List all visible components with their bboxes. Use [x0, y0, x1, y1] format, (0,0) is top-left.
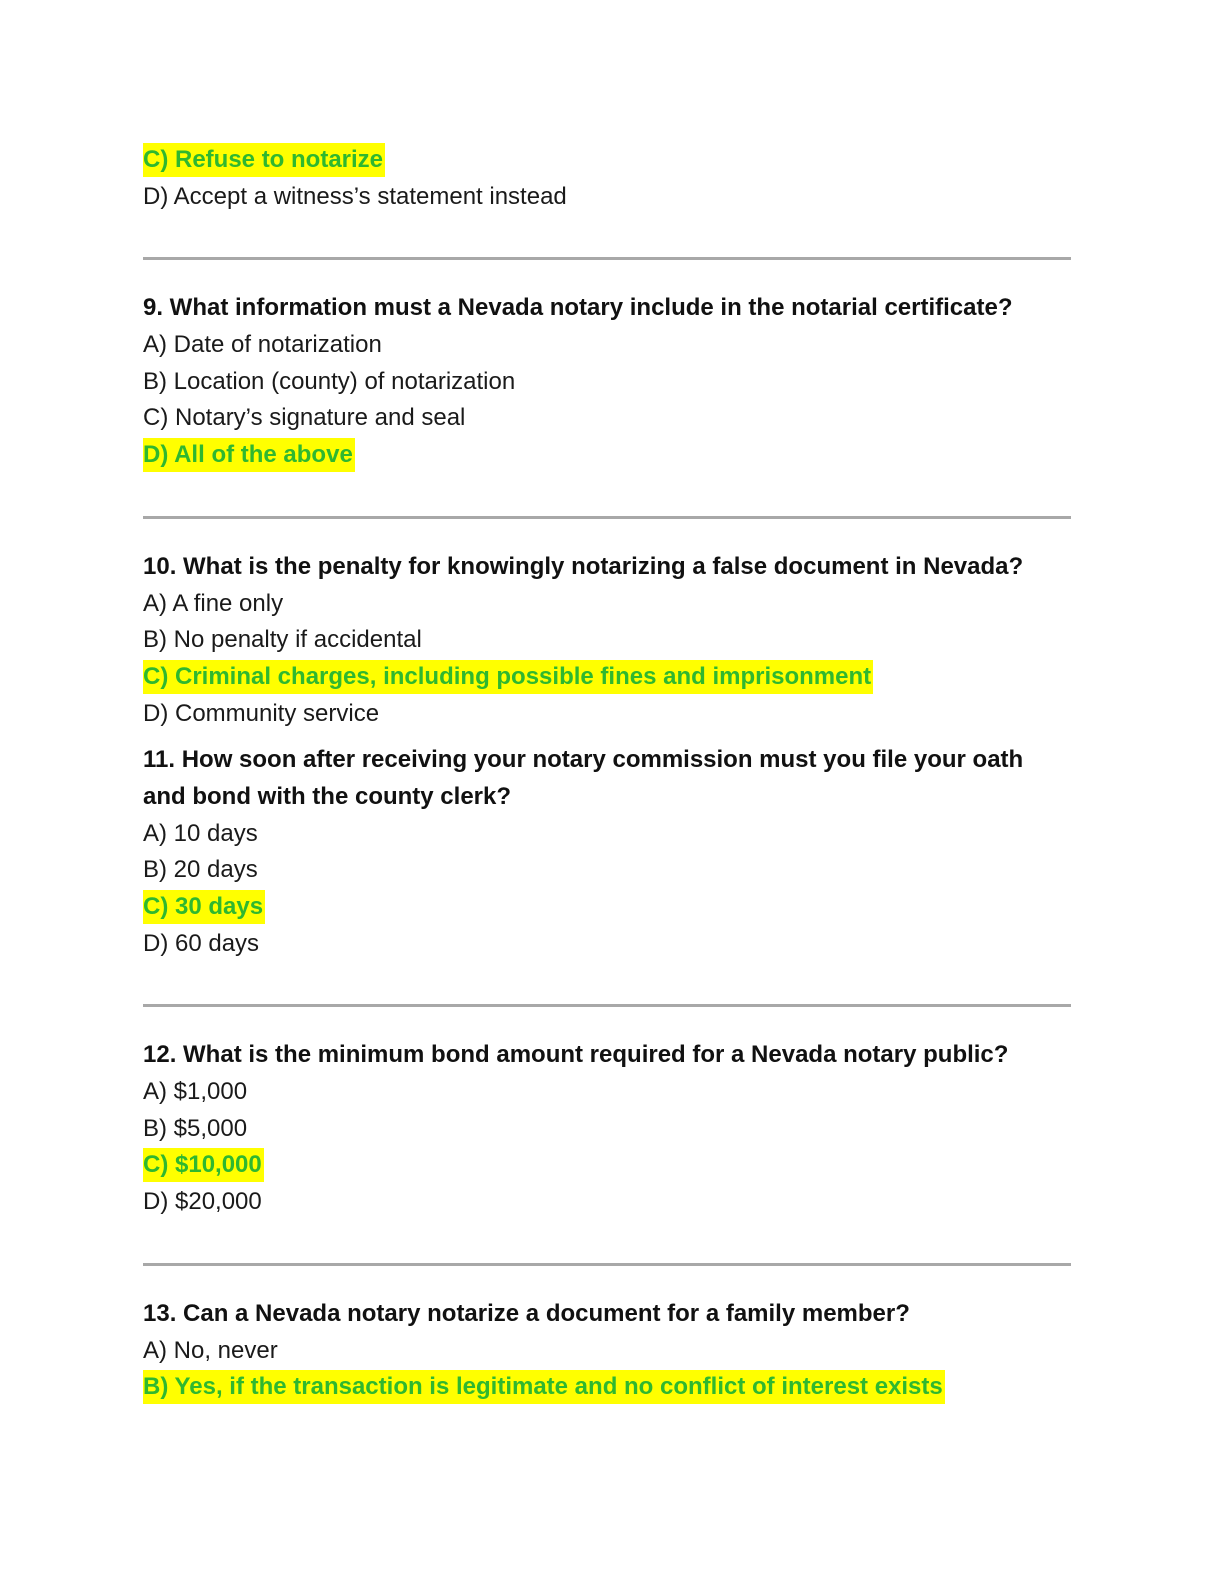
answer-d-correct — [143, 437, 1071, 474]
correct-answer-highlight: C) Refuse to notarize — [143, 143, 385, 177]
answer-a: A) No, never — [143, 1336, 278, 1364]
spacer — [143, 474, 1071, 516]
answer-c-correct — [143, 889, 1071, 926]
spacer — [143, 1007, 1071, 1037]
answer-c: C) Notary’s signature and seal — [143, 404, 466, 432]
answer-d: D) 60 days — [143, 929, 260, 957]
question-text-line-1: 11. How soon after receiving your notary commission must you file your oath — [143, 746, 1024, 774]
question-8-tail — [143, 142, 1071, 215]
answer-a: A) $1,000 — [143, 1078, 248, 1106]
question-text: 12. What is the minimum bond amount required for a Nevada notary public? — [143, 1041, 1009, 1069]
answer-a: A) Date of notarization — [143, 331, 382, 359]
answer-d: D) $20,000 — [143, 1188, 262, 1216]
correct-answer-highlight: C) Criminal charges, including possible fines and imprisonment — [143, 660, 873, 694]
answer-b: B) 20 days — [143, 856, 258, 884]
question-9 — [143, 290, 1071, 473]
spacer — [143, 519, 1071, 549]
answer-c-correct — [143, 1147, 1071, 1184]
question-text-line-2: and bond with the county clerk? — [143, 782, 512, 810]
answer-b: B) $5,000 — [143, 1114, 248, 1142]
spacer — [143, 1266, 1071, 1296]
question-11 — [143, 742, 1071, 962]
quiz-page — [143, 142, 1071, 1406]
answer-c-correct — [143, 142, 1071, 179]
question-text: 9. What information must a Nevada notary include in the notarial certificate? — [143, 294, 1013, 322]
spacer — [143, 962, 1071, 1004]
answer-c-correct — [143, 659, 1071, 696]
question-text: 10. What is the penalty for knowingly notarizing a false document in Nevada? — [143, 552, 1024, 580]
question-10 — [143, 549, 1071, 732]
correct-answer-highlight: C) 30 days — [143, 890, 265, 924]
answer-a: A) 10 days — [143, 819, 258, 847]
spacer — [143, 1221, 1071, 1263]
spacer — [143, 732, 1071, 742]
answer-d: D) Accept a witness’s statement instead — [143, 182, 567, 210]
answer-b: B) No penalty if accidental — [143, 626, 422, 654]
correct-answer-highlight: D) All of the above — [143, 438, 355, 472]
spacer — [143, 215, 1071, 257]
correct-answer-highlight: C) $10,000 — [143, 1148, 264, 1182]
answer-a: A) A fine only — [143, 589, 284, 617]
spacer — [143, 260, 1071, 290]
answer-d: D) Community service — [143, 699, 380, 727]
question-12 — [143, 1037, 1071, 1220]
answer-b-correct — [143, 1369, 1071, 1406]
question-text: 13. Can a Nevada notary notarize a document for a family member? — [143, 1299, 910, 1327]
question-13 — [143, 1296, 1071, 1406]
answer-b: B) Location (county) of notarization — [143, 367, 516, 395]
correct-answer-highlight: B) Yes, if the transaction is legitimate and no conflict of interest exists — [143, 1370, 945, 1404]
